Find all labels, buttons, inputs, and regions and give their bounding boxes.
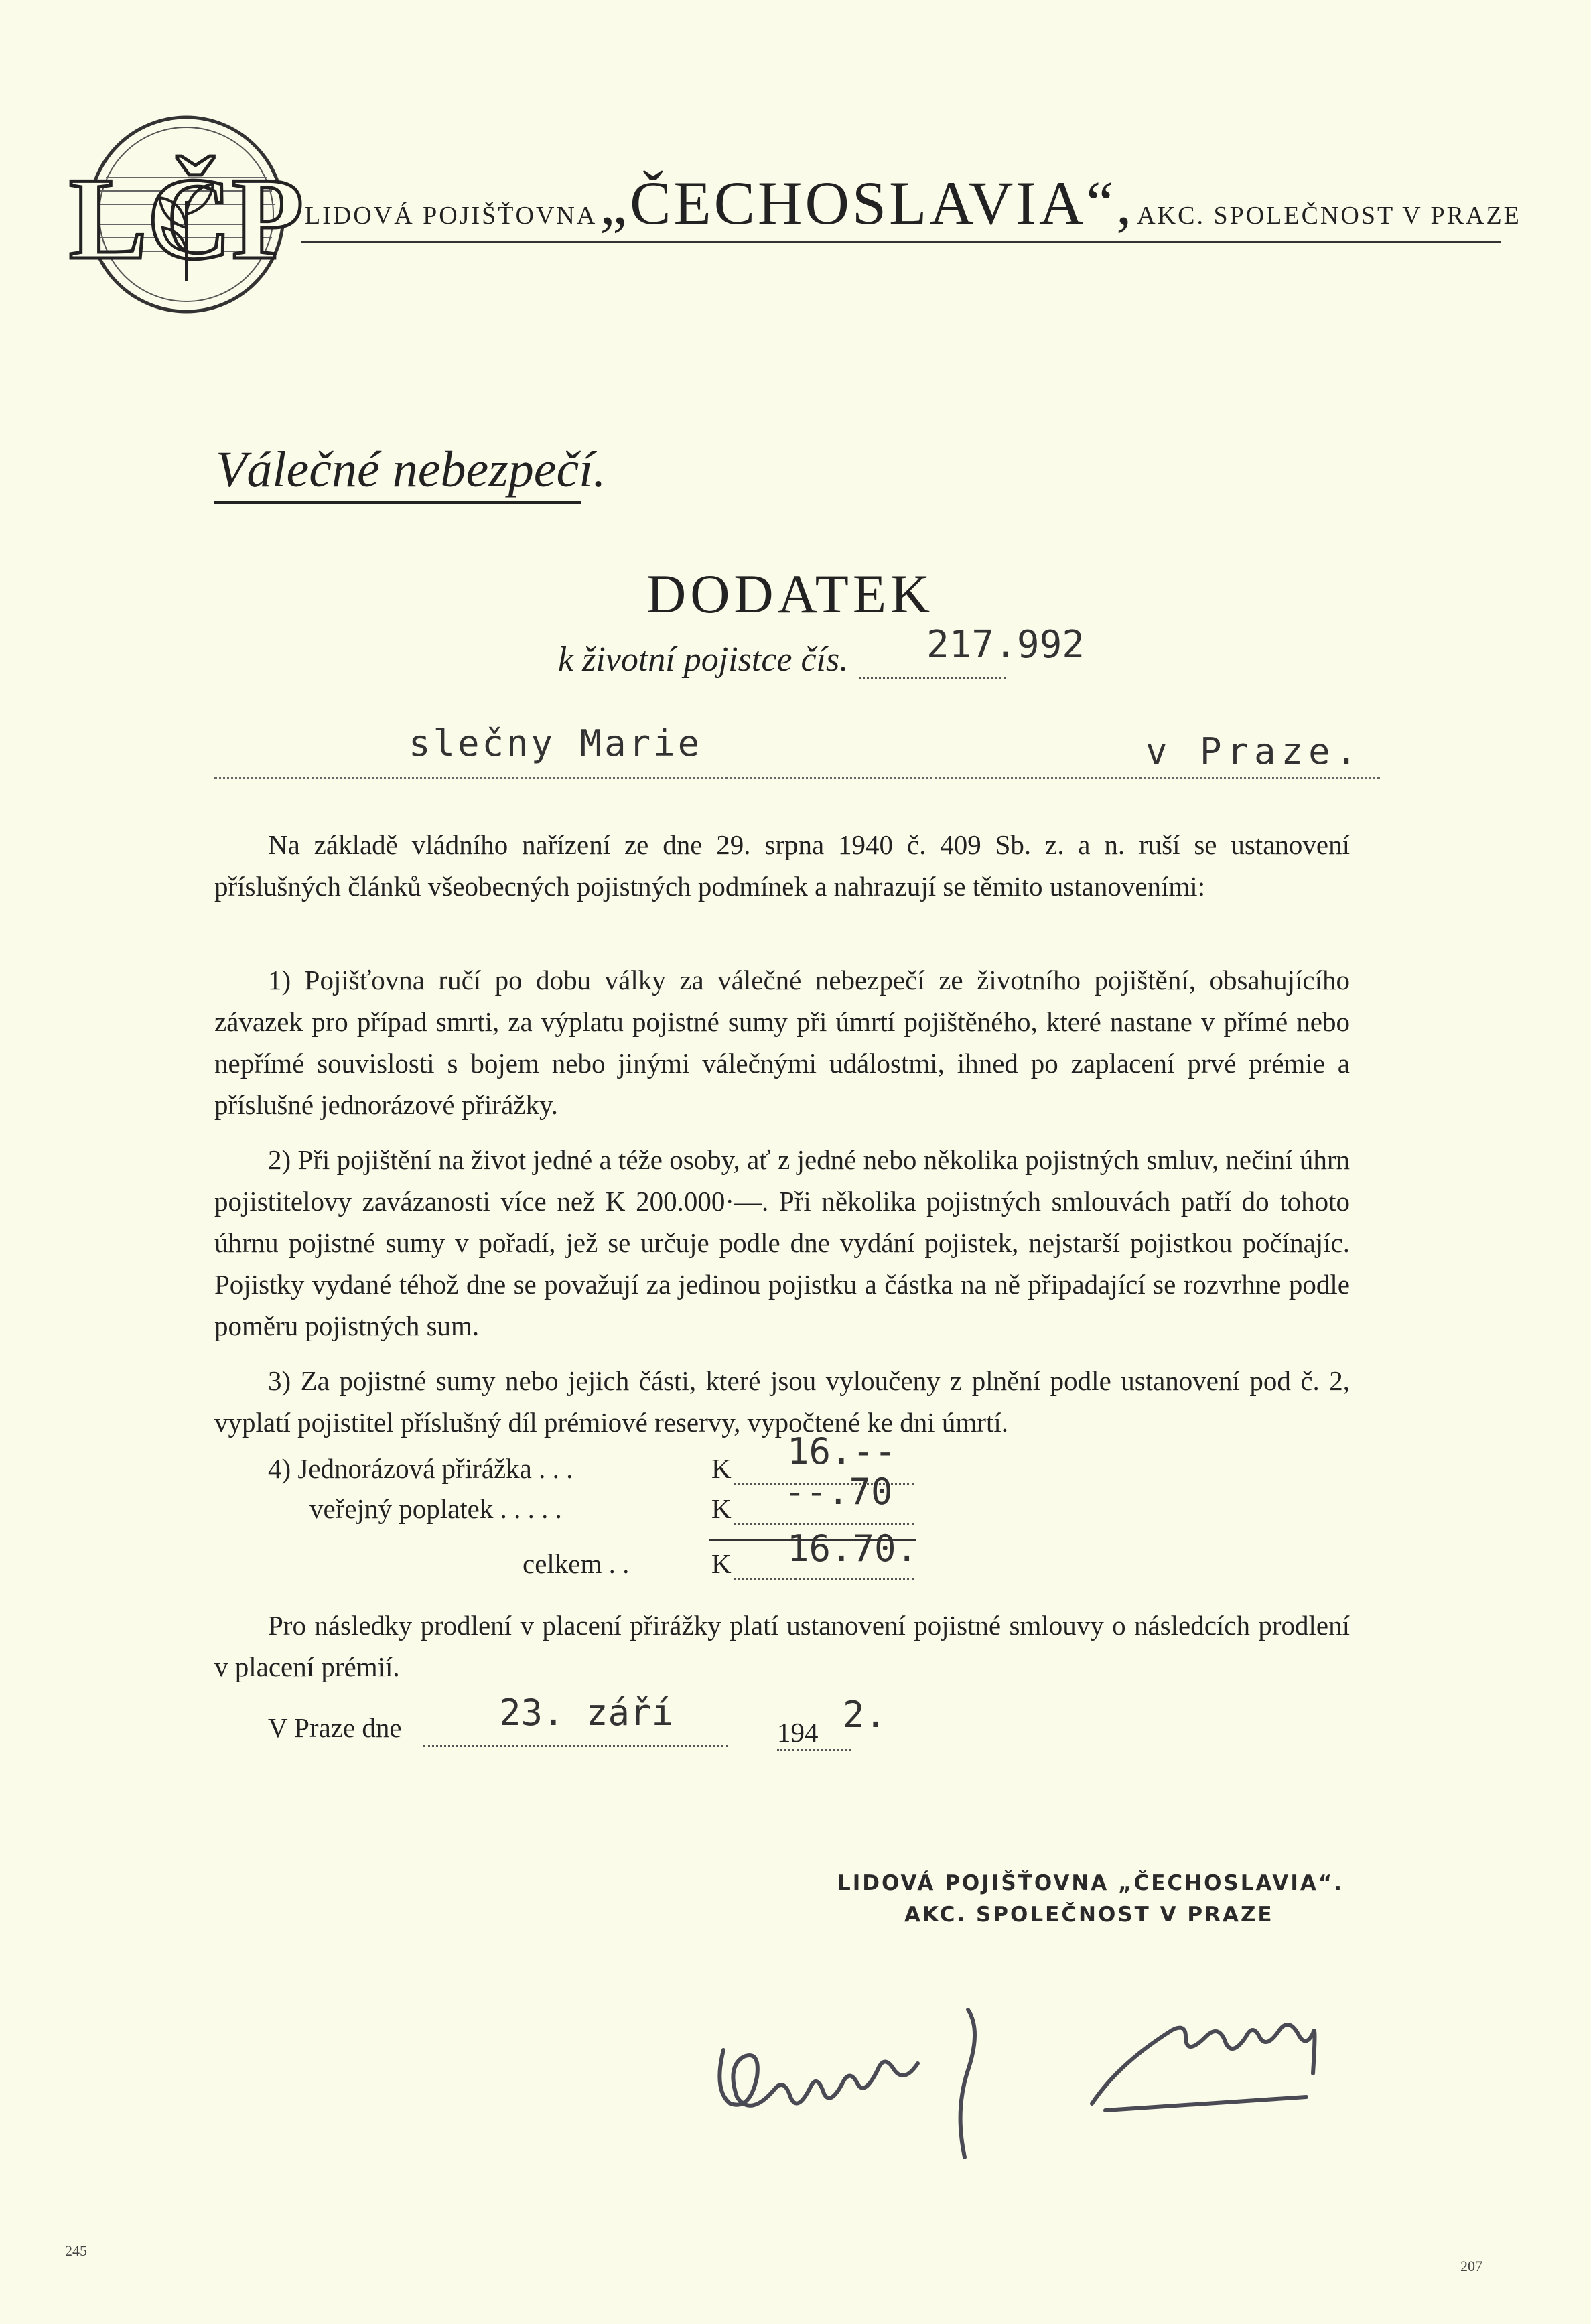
fee-surcharge-currency: K (711, 1453, 732, 1484)
year-digit: 2. (843, 1694, 887, 1736)
fee-surcharge-value: 16.-- (787, 1430, 896, 1473)
policy-number-blank (859, 677, 1006, 679)
signature-right (1092, 2025, 1315, 2104)
date-day-month: 23. září (499, 1692, 674, 1734)
company-name: „ČECHOSLAVIA“, (600, 169, 1135, 237)
fee-total-blank (734, 1578, 914, 1580)
svg-text:LČP: LČP (69, 153, 303, 283)
date-blank (423, 1745, 728, 1747)
year-prefix: 194 (777, 1717, 819, 1748)
fee-public-currency: K (711, 1493, 732, 1524)
war-risk-underline (214, 501, 581, 504)
clause-1: 1) Pojišťovna ručí po dobu války za válečné nebezpečí ze životního pojištění, obsahujícího závazek pro případ smrti, za výplatu pojistné sumy při úmrtí pojištěného, které nastane v přímé nebo nepřímé souvislosti s bojem nebo jinými válečnými událostmi, ihned po zaplacení prvé prémie a příslušné jednorázové přirážky. (214, 965, 1350, 1120)
holder-city: v Praze. (1146, 730, 1363, 772)
header-rule (301, 241, 1501, 243)
policy-label: k životní pojistce čís. (558, 640, 849, 679)
fee-total-value: 16.70. (787, 1527, 918, 1570)
fee-public-label: veřejný poplatek . . . . . (309, 1493, 562, 1524)
stamp-company: LIDOVÁ POJIŠŤOVNA „ČECHOSLAVIA“. (837, 1871, 1344, 1895)
place-date-label: V Praze dne (268, 1712, 402, 1743)
fee-total-label: celkem . . (523, 1548, 630, 1579)
late-payment-paragraph: Pro následky prodlení v placení přirážky platí ustanovení pojistné smlouvy o následcích prodlení v placení prémií. (214, 1610, 1350, 1682)
signatures (703, 1970, 1440, 2171)
holder-name: slečny Marie (409, 722, 703, 764)
holder-line (214, 777, 1380, 779)
stamp-city: AKC. SPOLEČNOST V PRAZE (904, 1903, 1274, 1927)
signature-left (719, 2050, 918, 2106)
page-number-right: 207 (1460, 2258, 1482, 2274)
fee-public-blank (734, 1523, 914, 1525)
company-header (305, 167, 1521, 238)
war-risk-heading: Válečné nebezpečí. (216, 441, 606, 498)
signature-left-tail (961, 2010, 975, 2157)
company-logo (69, 114, 303, 315)
year-blank (777, 1749, 851, 1751)
document-title: DODATEK (646, 563, 935, 624)
clause-2: 2) Při pojištění na život jedné a téže osoby, ať z jedné nebo několika pojistných smluv, nečiní úhrn pojistitelovy zavázanosti více než K 200.000·—. Při několika pojistných smlouvách patří do tohoto úhrnu pojistné sumy v pořadí, jež se určuje podle dne vydání pojistek, nejstarší pojistkou počínajíc. Pojistky vydané téhož dne se považují za jedinou pojistku a částka na ně připadající se rozvrhne podle poměru pojistných sum. (214, 1144, 1350, 1341)
fee-surcharge-label: 4) Jednorázová přirážka . . . (268, 1453, 573, 1484)
page-number-left: 245 (65, 2242, 87, 2259)
signature-right-underline (1105, 2097, 1306, 2110)
company-prefix: LIDOVÁ POJIŠŤOVNA (305, 202, 598, 230)
clause-3: 3) Za pojistné sumy nebo jejich části, které jsou vyloučeny z plnění podle ustanovení pod č. 2, vyplatí pojistitel příslušný díl prémiové reservy, vypočtené ke dni úmrtí. (214, 1365, 1350, 1438)
policy-number: 217.992 (926, 623, 1085, 667)
fee-total-currency: K (711, 1548, 732, 1579)
company-suffix: AKC. SPOLEČNOST V PRAZE (1137, 202, 1521, 230)
fee-public-value: --.70 (784, 1471, 893, 1513)
intro-paragraph: Na základě vládního nařízení ze dne 29. srpna 1940 č. 409 Sb. z. a n. ruší se ustanovení příslušných článků všeobecných pojistných podmínek a nahrazují se těmito ustanoveními: (214, 829, 1350, 902)
